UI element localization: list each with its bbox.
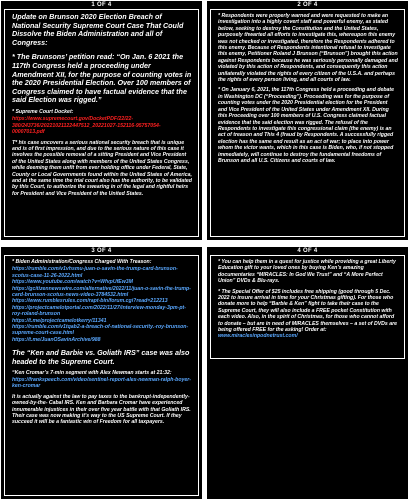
page-4-panel <box>206 246 409 500</box>
interview-link[interactable]: https://frankspeech.com/video/sentinel-report-alex-newman-ralph-boyer-ken-cromar <box>12 376 192 390</box>
page-number-label: 3 OF 4 <box>91 248 112 254</box>
help-paragraph: * You can help them in a quest for justice while providing a great Liberty Education gift to your loved ones by buying Ken’s amazing documentaries “MIRACLES: In God We Trust” and “A More Perfect Union” DVDs & Blu-rays. <box>218 259 396 285</box>
case-heading: The “Ken and Barbie vs. Goliath IRS” case was also headed to the Supreme Court. <box>12 348 190 366</box>
page-2-panel <box>206 0 409 241</box>
source-link[interactable]: https://t.me/projectcamelotkerry/11341 <box>12 317 107 324</box>
source-link[interactable]: https://www.youtube.com/watch?v=WfvpUfEw3M <box>12 279 133 286</box>
page-number-label: 4 OF 4 <box>297 248 318 254</box>
special-offer-text: * The Special Offer of $25 includes free shipping (good through 5 Dec. 2022 to insure arrival in time for your Christmas gifting). For those who donate more to help “Barbie & Ken” fight to take their case to the Supreme Court, they will also include a FREE pocket Constitution with each video. Also, in the spirit of Christmas, for those who cannot afford to donate – but are in need of MIRACLES themselves – a set of DVDs are being offered FREE for the asking! Order at: <box>218 288 398 334</box>
order-link[interactable]: www.miraclesinpodnetrust.com/ <box>218 333 298 340</box>
page-3-content <box>4 255 199 496</box>
docket-link[interactable]: https://www.supremecourt.gov/DocketPDF/22/22-380/243736/20221021122447512_20221027-152116-95757054-00007013.pdf <box>12 116 161 136</box>
january-6-paragraph: * On January 6, 2021, the 117th Congress held a proceeding and debate in Washington DC (“Proceeding”). Proceeding was for the purpose of counting votes under the 2020 Presidential election for the President and Vice President of the United States under Amendment XII. During this Proceeding over 100 members of U.S. Congress claimed factual evidence that the said election was rigged. The refusal of the Respondents to investigate this congressional claim (the enemy) is an act of treason and This 4 (fraud by Respondents. A successfully rigged election has the same end result as an act of war; to place into power whom the victor wants, which in this case is Biden, who, if not stopped immediately, will continue to destroy the fundamental freedoms of Brunson and all U.S. Citizens and courts of law. <box>218 87 395 164</box>
special-offer-paragraph <box>218 289 398 340</box>
source-link-list <box>12 266 192 343</box>
source-link[interactable]: https://rumble.com/v1vhsmu-juan-o-savin-the-trump-card-brunson-scotus-case-11-26-2022.html <box>12 266 178 279</box>
page-2-content <box>210 9 405 237</box>
petition-quote: * The Brunsons’ petition read: “On Jan. 6 2021 the 117th Congress held a proceeding under Amendment XII, for the purpose of counting votes in the 2020 Presidential Election. Over 100 members of Congress claimed to have factual evidence that the said Election was rigged.” <box>12 52 192 105</box>
case-summary: T* his case uncovers a serious national security breach that is unique and is of first impression, and due to the serious nature of this case it involves the possible removal of a sitting President and Vice President of the United States along with members of the United States Congress, while deeming them unfit from ever holding office under Federal, State, County or Local Governments found within the United States of America, and at the same time the trial court also has the authority, to be validated by this Court, to authorize the swearing in of the legal and rightful heirs for President and Vice President of the United States. <box>12 139 192 197</box>
page-1-content <box>4 9 199 237</box>
source-link[interactable]: https://www.rumblesrules.com/rapt-bin/forum.cgi?read=212213 <box>12 298 168 305</box>
page-number-label: 1 OF 4 <box>91 2 112 8</box>
treason-intro: * Biden Administration/Congress Charged With Treason: <box>12 259 152 265</box>
source-link[interactable]: https://rumble.com/v1tqab2-a-breach-of-national-security.-roy-brunson-supreme-court-case.html <box>12 324 189 337</box>
source-link[interactable]: https://gcitizennewswire.com/alternative/2022/11/juan-o-savin-the-trump-card-brunson-scotus-news-video-3784532.html <box>12 285 191 299</box>
page-title: Update on Brunson 2020 Election Breach of National Security Supreme Court Case That Could Dissolve the Biden Administration and all of Congress: <box>12 12 184 47</box>
page-1-panel <box>0 0 203 241</box>
page-3-panel <box>0 246 203 500</box>
source-link[interactable]: https://projectcamelotportal.com/2022/11/27/interview-monday-3pm-pt-roy-roland-brunson <box>12 304 187 318</box>
closing-paragraph: It is actually against the law to pay taxes to the bankrupt-independently-owned-by-the- Cabal IRS. Ken and Barbara Cromar have experienced innumerable injustices in their over five year battle with that Goliath IRS. Their case was now making it’s way to the US Supreme Court. If they succeed it will be a fantastic win of Freedom for all taxpayers. <box>12 393 191 426</box>
source-link[interactable]: https://t.me/JuanOSavinArchive/988 <box>12 336 101 343</box>
page-4-content <box>210 255 405 359</box>
interview-note <box>12 370 192 389</box>
page-number-label: 2 OF 4 <box>297 2 318 8</box>
respondents-paragraph: * Respondents were properly warned and were requested to make an investigation into a highly covert staff and powerful enemy, as stated below, seeking to destroy the Constitution and the United States, purposely thwarted all efforts to investigate this, whereupon this enemy was not checked or investigated, therefore the Respondents adhered to this enemy. Because of Respondents intentional refusal to investigate this enemy, Petitioner Roland J Brunson (“Brunson”) brought this action against Respondents because he was seriously personally damaged and violated by this action of Respondents, and consequently this action unilaterally violated the rights of every citizen of the U.S.A. and perhaps the rights of every person living, and all courts of law. <box>218 13 398 84</box>
interview-prefix: “Ken Cromar’s 7-min segment with Alex Newman starts at 21:32: <box>12 370 172 377</box>
docket-label: * Supreme Court Docket: <box>12 108 74 115</box>
